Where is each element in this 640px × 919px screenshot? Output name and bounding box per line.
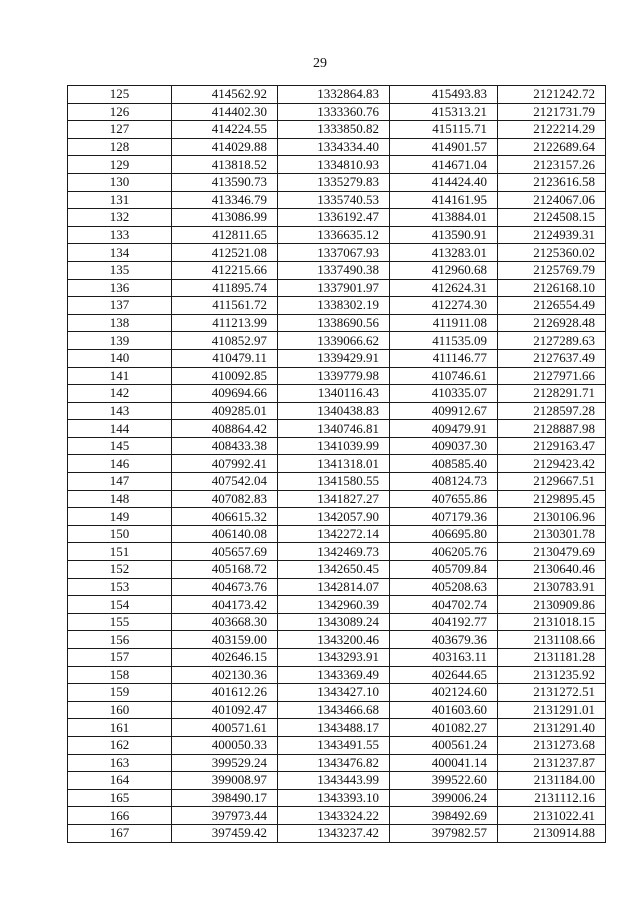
coordinate-cell: 2127971.66: [498, 367, 606, 385]
coordinate-cell: 401082.27: [390, 719, 498, 737]
coordinate-cell: 411561.72: [172, 297, 278, 315]
coordinate-cell: 402644.65: [390, 666, 498, 684]
row-number-cell: 130: [68, 173, 172, 191]
row-number-cell: 166: [68, 807, 172, 825]
row-number-cell: 127: [68, 121, 172, 139]
coordinate-cell: 2131235.92: [498, 666, 606, 684]
coordinate-cell: 410746.61: [390, 367, 498, 385]
coordinate-cell: 2129163.47: [498, 437, 606, 455]
row-number-cell: 136: [68, 279, 172, 297]
row-number-cell: 165: [68, 789, 172, 807]
coordinate-cell: 402130.36: [172, 666, 278, 684]
coordinate-cell: 409479.91: [390, 420, 498, 438]
coordinate-cell: 2130301.78: [498, 525, 606, 543]
coordinate-cell: 2121731.79: [498, 103, 606, 121]
coordinate-cell: 2127289.63: [498, 332, 606, 350]
coordinate-cell: 401603.60: [390, 701, 498, 719]
coordinate-cell: 2129423.42: [498, 455, 606, 473]
coordinate-cell: 411213.99: [172, 314, 278, 332]
coordinate-cell: 404702.74: [390, 596, 498, 614]
table-row: [68, 473, 606, 491]
coordinate-cell: 412215.66: [172, 261, 278, 279]
coordinate-cell: 2131022.41: [498, 807, 606, 825]
coordinate-cell: 1340116.43: [278, 385, 390, 403]
coordinate-cell: 2131181.28: [498, 649, 606, 667]
coordinate-cell: 415313.21: [390, 103, 498, 121]
row-number-cell: 149: [68, 508, 172, 526]
row-number-cell: 128: [68, 138, 172, 156]
row-number-cell: 162: [68, 736, 172, 754]
table-row: [68, 490, 606, 508]
row-number-cell: 133: [68, 226, 172, 244]
coordinate-cell: 2131184.00: [498, 772, 606, 790]
coordinate-cell: 2131273.68: [498, 736, 606, 754]
coordinate-cell: 400041.14: [390, 754, 498, 772]
coordinate-cell: 2125769.79: [498, 261, 606, 279]
coordinate-cell: 414562.92: [172, 86, 278, 104]
coordinate-cell: 407992.41: [172, 455, 278, 473]
coordinate-cell: 2126554.49: [498, 297, 606, 315]
coordinate-cell: 402646.15: [172, 649, 278, 667]
table-row: [68, 385, 606, 403]
table-row: [68, 701, 606, 719]
row-number-cell: 132: [68, 209, 172, 227]
table-row: [68, 684, 606, 702]
table-row: [68, 508, 606, 526]
coordinate-cell: 398490.17: [172, 789, 278, 807]
coordinate-cell: 1336635.12: [278, 226, 390, 244]
coordinate-cell: 401092.47: [172, 701, 278, 719]
coordinate-cell: 405208.63: [390, 578, 498, 596]
coordinate-cell: 409912.67: [390, 402, 498, 420]
coordinate-cell: 413818.52: [172, 156, 278, 174]
coordinate-cell: 412624.31: [390, 279, 498, 297]
coordinate-cell: 1343427.10: [278, 684, 390, 702]
table-row: [68, 772, 606, 790]
coordinate-cell: 1342057.90: [278, 508, 390, 526]
coordinate-cell: 2131112.16: [498, 789, 606, 807]
coordinate-cell: 2123616.58: [498, 173, 606, 191]
coordinate-cell: 1337490.38: [278, 261, 390, 279]
coordinate-cell: 408864.42: [172, 420, 278, 438]
row-number-cell: 167: [68, 824, 172, 842]
coordinate-cell: 2129667.51: [498, 473, 606, 491]
coordinate-cell: 411146.77: [390, 349, 498, 367]
coordinate-cell: 2131108.66: [498, 631, 606, 649]
row-number-cell: 148: [68, 490, 172, 508]
coordinate-cell: 415115.71: [390, 121, 498, 139]
coordinate-cell: 2130783.91: [498, 578, 606, 596]
coordinate-cell: 414224.55: [172, 121, 278, 139]
row-number-cell: 135: [68, 261, 172, 279]
table-row: [68, 314, 606, 332]
coordinate-cell: 1343488.17: [278, 719, 390, 737]
row-number-cell: 159: [68, 684, 172, 702]
row-number-cell: 152: [68, 561, 172, 579]
coordinate-cell: 2126168.10: [498, 279, 606, 297]
coordinate-cell: 407655.86: [390, 490, 498, 508]
coordinate-cell: 1343443.99: [278, 772, 390, 790]
table-row: [68, 191, 606, 209]
coordinate-cell: 2124508.15: [498, 209, 606, 227]
table-row: [68, 261, 606, 279]
table-row: [68, 578, 606, 596]
row-number-cell: 137: [68, 297, 172, 315]
coordinate-cell: 399522.60: [390, 772, 498, 790]
coordinate-cell: 1341580.55: [278, 473, 390, 491]
table-row: [68, 173, 606, 191]
table-row: [68, 596, 606, 614]
table-row: [68, 807, 606, 825]
row-number-cell: 126: [68, 103, 172, 121]
table-row: [68, 209, 606, 227]
coordinate-cell: 407179.36: [390, 508, 498, 526]
coordinate-cell: 412811.65: [172, 226, 278, 244]
coordinate-cell: 413283.01: [390, 244, 498, 262]
coordinate-cell: 2128887.98: [498, 420, 606, 438]
coordinate-cell: 1335279.83: [278, 173, 390, 191]
coordinate-cell: 1343324.22: [278, 807, 390, 825]
coordinate-cell: 1342272.14: [278, 525, 390, 543]
row-number-cell: 146: [68, 455, 172, 473]
table-row: [68, 631, 606, 649]
coordinate-cell: 1334810.93: [278, 156, 390, 174]
coordinate-cell: 409285.01: [172, 402, 278, 420]
coordinate-cell: 2131018.15: [498, 613, 606, 631]
coordinate-cell: 1343466.68: [278, 701, 390, 719]
table-row: [68, 736, 606, 754]
row-number-cell: 129: [68, 156, 172, 174]
coordinate-cell: 415493.83: [390, 86, 498, 104]
coordinate-cell: 410335.07: [390, 385, 498, 403]
coordinate-cell: 1336192.47: [278, 209, 390, 227]
coordinate-cell: 1334334.40: [278, 138, 390, 156]
coordinate-cell: 2131272.51: [498, 684, 606, 702]
coordinate-cell: 410479.11: [172, 349, 278, 367]
coordinate-cell: 1340438.83: [278, 402, 390, 420]
table-row: [68, 719, 606, 737]
row-number-cell: 163: [68, 754, 172, 772]
coordinate-cell: 1333850.82: [278, 121, 390, 139]
coordinate-cell: 1341827.27: [278, 490, 390, 508]
coordinate-cell: 1342650.45: [278, 561, 390, 579]
row-number-cell: 142: [68, 385, 172, 403]
table-row: [68, 420, 606, 438]
row-number-cell: 143: [68, 402, 172, 420]
row-number-cell: 125: [68, 86, 172, 104]
table-row: [68, 103, 606, 121]
coordinate-cell: 414901.57: [390, 138, 498, 156]
coordinate-cell: 399529.24: [172, 754, 278, 772]
table-row: [68, 367, 606, 385]
coordinate-cell: 413884.01: [390, 209, 498, 227]
row-number-cell: 150: [68, 525, 172, 543]
coordinate-cell: 410852.97: [172, 332, 278, 350]
coordinate-cell: 405657.69: [172, 543, 278, 561]
coordinate-cell: 414029.88: [172, 138, 278, 156]
coordinate-cell: 2123157.26: [498, 156, 606, 174]
coordinate-cell: 1339429.91: [278, 349, 390, 367]
coordinate-cell: 405168.72: [172, 561, 278, 579]
table-row: [68, 121, 606, 139]
coordinate-cell: 1338690.56: [278, 314, 390, 332]
coordinate-cell: 414424.40: [390, 173, 498, 191]
table-row: [68, 525, 606, 543]
coordinate-cell: 1339779.98: [278, 367, 390, 385]
coordinate-cell: 404673.76: [172, 578, 278, 596]
coordinate-cell: 407082.83: [172, 490, 278, 508]
coordinate-cell: 1343200.46: [278, 631, 390, 649]
coordinate-cell: 2122689.64: [498, 138, 606, 156]
coordinate-cell: 1343369.49: [278, 666, 390, 684]
coordinate-cell: 411535.09: [390, 332, 498, 350]
coordinate-cell: 1342469.73: [278, 543, 390, 561]
row-number-cell: 140: [68, 349, 172, 367]
coordinate-cell: 2129895.45: [498, 490, 606, 508]
table-row: [68, 244, 606, 262]
coordinate-cell: 414671.04: [390, 156, 498, 174]
coordinate-cell: 1343237.42: [278, 824, 390, 842]
coordinate-cell: 403668.30: [172, 613, 278, 631]
coordinate-cell: 1341318.01: [278, 455, 390, 473]
table-row: [68, 156, 606, 174]
coordinate-cell: 1342814.07: [278, 578, 390, 596]
coordinate-cell: 400050.33: [172, 736, 278, 754]
coordinate-cell: 1343393.10: [278, 789, 390, 807]
table-row: [68, 86, 606, 104]
row-number-cell: 145: [68, 437, 172, 455]
coordinate-cell: 405709.84: [390, 561, 498, 579]
coordinate-cell: 1343293.91: [278, 649, 390, 667]
coordinate-cell: 404173.42: [172, 596, 278, 614]
coordinate-cell: 2130914.88: [498, 824, 606, 842]
coordinate-cell: 413086.99: [172, 209, 278, 227]
coordinate-cell: 2126928.48: [498, 314, 606, 332]
table-row: [68, 437, 606, 455]
table-row: [68, 666, 606, 684]
row-number-cell: 153: [68, 578, 172, 596]
coordinate-cell: 404192.77: [390, 613, 498, 631]
row-number-cell: 154: [68, 596, 172, 614]
row-number-cell: 144: [68, 420, 172, 438]
coordinates-table-body: [68, 86, 606, 843]
coordinate-cell: 408585.40: [390, 455, 498, 473]
coordinate-cell: 1335740.53: [278, 191, 390, 209]
coordinate-cell: 412521.08: [172, 244, 278, 262]
row-number-cell: 134: [68, 244, 172, 262]
coordinate-cell: 2121242.72: [498, 86, 606, 104]
coordinate-cell: 414402.30: [172, 103, 278, 121]
table-row: [68, 789, 606, 807]
coordinate-cell: 399008.97: [172, 772, 278, 790]
coordinate-cell: 402124.60: [390, 684, 498, 702]
coordinate-cell: 2130479.69: [498, 543, 606, 561]
row-number-cell: 157: [68, 649, 172, 667]
coordinate-cell: 1340746.81: [278, 420, 390, 438]
table-row: [68, 754, 606, 772]
coordinate-cell: 2130640.46: [498, 561, 606, 579]
table-row: [68, 332, 606, 350]
coordinates-table: [67, 85, 606, 843]
coordinate-cell: 409037.30: [390, 437, 498, 455]
coordinate-cell: 406615.32: [172, 508, 278, 526]
table-row: [68, 297, 606, 315]
coordinate-cell: 2131291.01: [498, 701, 606, 719]
table-row: [68, 138, 606, 156]
coordinate-cell: 414161.95: [390, 191, 498, 209]
table-row: [68, 226, 606, 244]
coordinate-cell: 1338302.19: [278, 297, 390, 315]
coordinate-cell: 1339066.62: [278, 332, 390, 350]
table-row: [68, 279, 606, 297]
coordinate-cell: 408433.38: [172, 437, 278, 455]
coordinate-cell: 1337901.97: [278, 279, 390, 297]
row-number-cell: 156: [68, 631, 172, 649]
coordinate-cell: 411895.74: [172, 279, 278, 297]
row-number-cell: 158: [68, 666, 172, 684]
coordinate-cell: 2131291.40: [498, 719, 606, 737]
coordinate-cell: 1343491.55: [278, 736, 390, 754]
table-row: [68, 349, 606, 367]
coordinate-cell: 1343476.82: [278, 754, 390, 772]
coordinate-cell: 413346.79: [172, 191, 278, 209]
table-row: [68, 613, 606, 631]
row-number-cell: 151: [68, 543, 172, 561]
coordinate-cell: 397459.42: [172, 824, 278, 842]
table-row: [68, 402, 606, 420]
table-row: [68, 824, 606, 842]
row-number-cell: 139: [68, 332, 172, 350]
table-row: [68, 649, 606, 667]
coordinate-cell: 403159.00: [172, 631, 278, 649]
coordinate-cell: 1342960.39: [278, 596, 390, 614]
row-number-cell: 138: [68, 314, 172, 332]
row-number-cell: 131: [68, 191, 172, 209]
coordinate-cell: 409694.66: [172, 385, 278, 403]
coordinate-cell: 398492.69: [390, 807, 498, 825]
coordinate-cell: 406695.80: [390, 525, 498, 543]
coordinate-cell: 410092.85: [172, 367, 278, 385]
table-row: [68, 561, 606, 579]
row-number-cell: 160: [68, 701, 172, 719]
coordinate-cell: 407542.04: [172, 473, 278, 491]
coordinate-cell: 2122214.29: [498, 121, 606, 139]
coordinate-cell: 399006.24: [390, 789, 498, 807]
coordinate-cell: 2127637.49: [498, 349, 606, 367]
coordinate-cell: 403163.11: [390, 649, 498, 667]
coordinate-cell: 2128291.71: [498, 385, 606, 403]
coordinate-cell: 1341039.99: [278, 437, 390, 455]
coordinate-cell: 401612.26: [172, 684, 278, 702]
coordinate-cell: 2124939.31: [498, 226, 606, 244]
coordinate-cell: 2125360.02: [498, 244, 606, 262]
row-number-cell: 141: [68, 367, 172, 385]
coordinate-cell: 408124.73: [390, 473, 498, 491]
coordinate-cell: 413590.91: [390, 226, 498, 244]
table-row: [68, 455, 606, 473]
coordinate-cell: 2128597.28: [498, 402, 606, 420]
row-number-cell: 155: [68, 613, 172, 631]
coordinate-cell: 403679.36: [390, 631, 498, 649]
coordinate-cell: 411911.08: [390, 314, 498, 332]
coordinate-cell: 412960.68: [390, 261, 498, 279]
coordinate-cell: 406140.08: [172, 525, 278, 543]
row-number-cell: 164: [68, 772, 172, 790]
coordinate-cell: 397982.57: [390, 824, 498, 842]
coordinate-cell: 1333360.76: [278, 103, 390, 121]
coordinate-cell: 1337067.93: [278, 244, 390, 262]
coordinate-cell: 1332864.83: [278, 86, 390, 104]
coordinate-cell: 1343089.24: [278, 613, 390, 631]
table-row: [68, 543, 606, 561]
coordinate-cell: 2131237.87: [498, 754, 606, 772]
coordinate-cell: 400561.24: [390, 736, 498, 754]
coordinate-cell: 2124067.06: [498, 191, 606, 209]
row-number-cell: 147: [68, 473, 172, 491]
coordinate-cell: 412274.30: [390, 297, 498, 315]
coordinate-cell: 2130909.86: [498, 596, 606, 614]
coordinate-cell: 413590.73: [172, 173, 278, 191]
page-number: 29: [313, 56, 327, 71]
row-number-cell: 161: [68, 719, 172, 737]
coordinate-cell: 400571.61: [172, 719, 278, 737]
coordinate-cell: 397973.44: [172, 807, 278, 825]
coordinate-cell: 406205.76: [390, 543, 498, 561]
coordinate-cell: 2130106.96: [498, 508, 606, 526]
